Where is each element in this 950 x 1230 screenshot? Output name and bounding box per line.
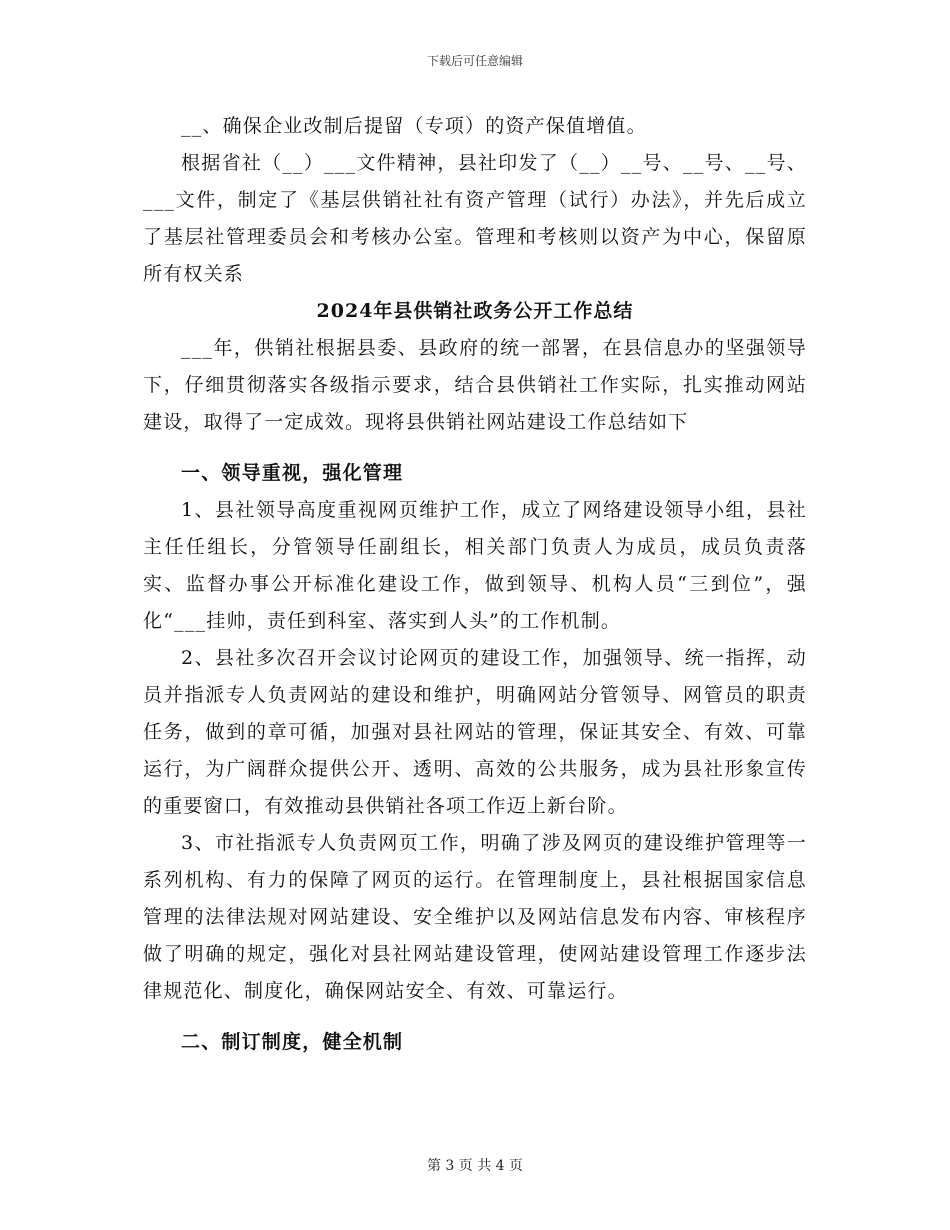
section-heading-2: 二、制订制度，健全机制	[181, 1031, 404, 1053]
document-body	[143, 108, 807, 1061]
spacer	[143, 441, 807, 455]
paragraph-introduction: ___年，供销社根据县委、县政府的统一部署，在县信息办的坚强领导下，仔细贯彻落实各级指示要求，结合县供销社工作实际，扎实推动网站建设，取得了一定成效。现将县供销社网站建设工作总结如下	[143, 337, 807, 433]
page-number-footer: 第 3 页 共 4 页	[426, 1158, 524, 1174]
paragraph-item-1: 1、县社领导高度重视网页维护工作，成立了网络建设领导小组，县社主任任组长，分管领导任副组长，相关部门负责人为成员，成员负责落实、监督办事公开标准化建设工作，做到领导、机构人员“三到位”，强化“___挂帅，责任到科室、落实到人头”的工作机制。	[143, 499, 807, 632]
paragraph-item-3: 3、市社指派专人负责网页工作，明确了涉及网页的建设维护管理等一系列机构、有力的保障了网页的运行。在管理制度上，县社根据国家信息管理的法律法规对网站建设、安全维护以及网站信息发布内容、审核程序做了明确的规定，强化对县社网站建设管理，使网站建设管理工作逐步法律规范化、制度化，确保网站安全、有效、可靠运行。	[143, 832, 807, 1002]
paragraph-asset-preservation: __、确保企业改制后提留（专项）的资产保值增值。	[181, 115, 647, 137]
paragraph-item-2: 2、县社多次召开会议讨论网页的建设工作，加强领导、统一指挥，动员并指派专人负责网站的建设和维护，明确网站分管领导、网管员的职责任务，做到的章可循，加强对县社网站的管理，保证其安全、有效、可靠运行，为广阔群众提供公开、透明、高效的公共服务，成为县社形象宣传的重要窗口，有效推动县供销社各项工作迈上新台阶。	[143, 647, 807, 817]
paragraph-asset-management-measures: 根据省社（__）___文件精神，县社印发了（__）__号、__号、__号、___文件，制定了《基层供销社社有资产管理（试行）办法》，并先后成立了基层社管理委员会和考核办公室。管理和考核则以资产为中心，保留原所有权关系	[143, 152, 807, 285]
header-note: 下载后可任意编辑	[426, 54, 523, 68]
spacer	[143, 1010, 807, 1024]
section-heading-1: 一、领导重视，强化管理	[181, 462, 404, 484]
document-title: 2024年县供销社政务公开工作总结	[316, 300, 634, 322]
